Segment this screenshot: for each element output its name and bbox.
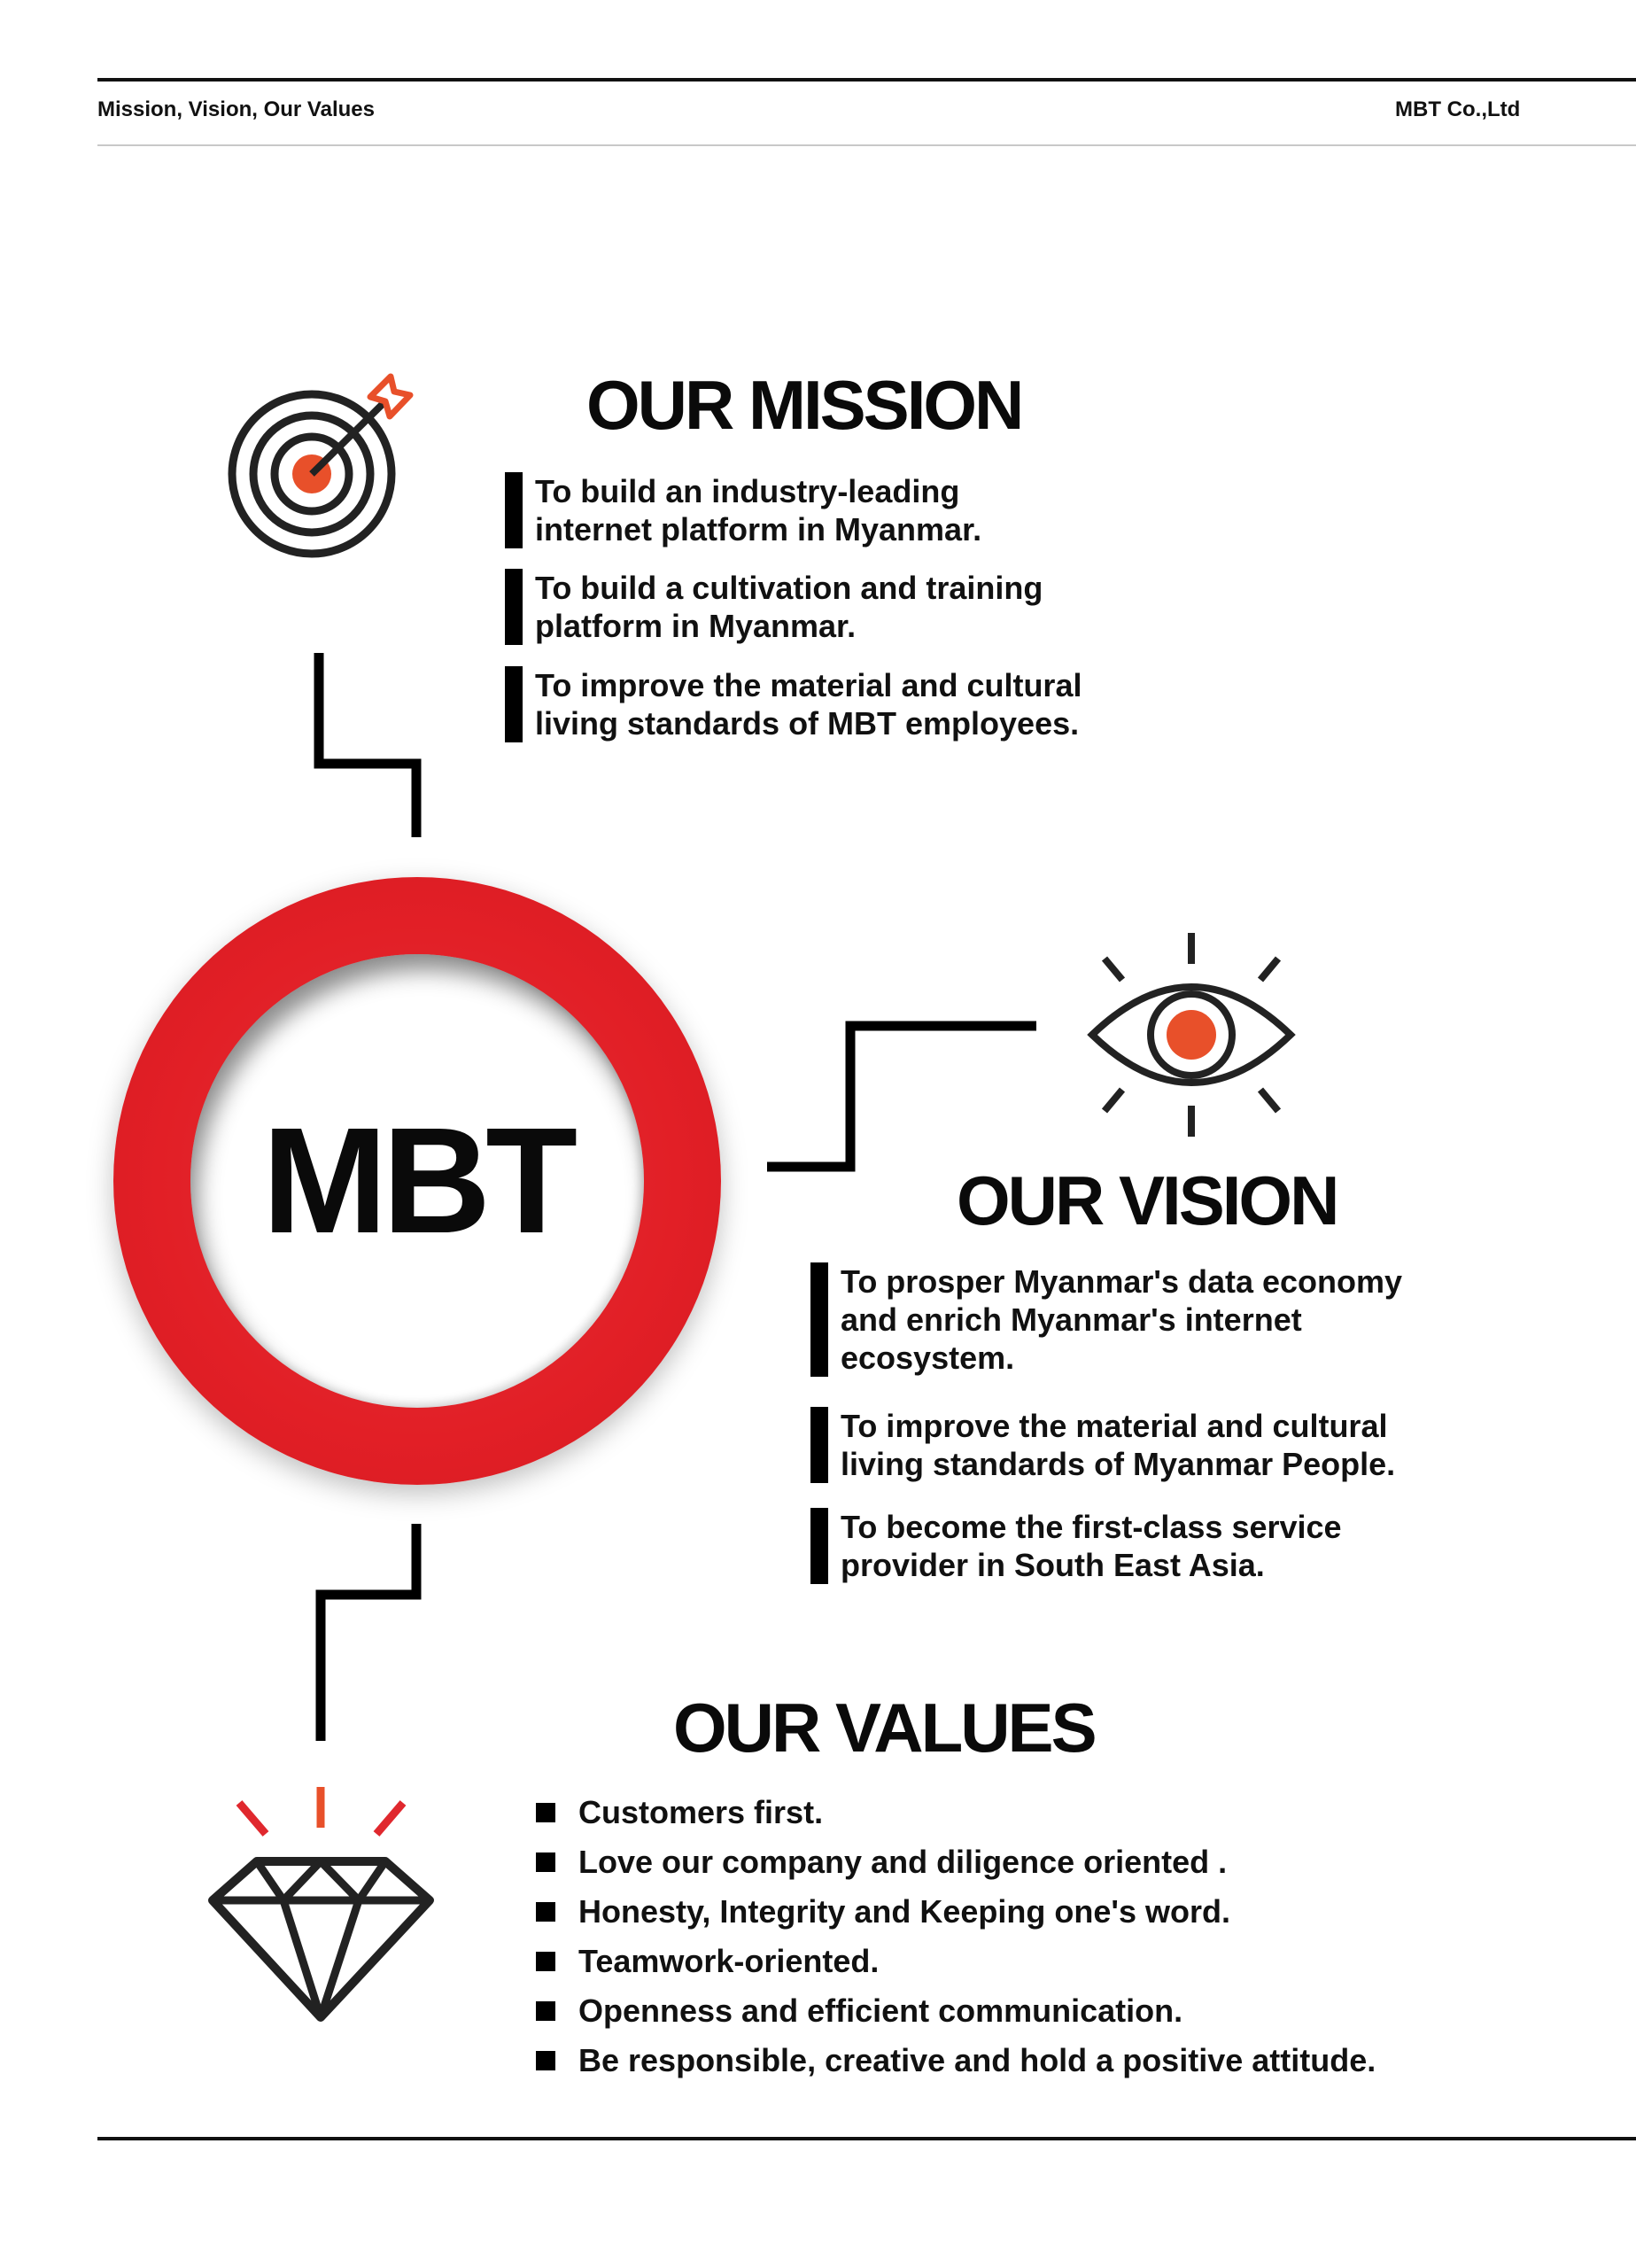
footer-rule (97, 2137, 1636, 2140)
vision-item-line: and enrich Myanmar's internet (841, 1301, 1302, 1338)
value-item-text: Be responsible, creative and hold a positive attitude. (578, 2042, 1376, 2078)
vision-connector (767, 1026, 1036, 1167)
square-bullet-icon (536, 1852, 555, 1872)
bullet-bar (505, 569, 523, 645)
vision-item-line: To prosper Myanmar's data economy (841, 1263, 1403, 1300)
mission-item (505, 666, 1082, 742)
square-bullet-icon (536, 1952, 555, 1971)
target-arrow-icon (226, 372, 421, 558)
value-item (536, 1986, 1376, 2036)
mission-item (505, 472, 981, 548)
mission-item (505, 569, 1043, 645)
square-bullet-icon (536, 1803, 555, 1822)
value-item-text: Openness and efficient communication. (578, 1992, 1183, 2029)
value-item-text: Customers first. (578, 1794, 824, 1830)
value-item (536, 2036, 1376, 2085)
vision-item-line: provider in South East Asia. (841, 1547, 1265, 1583)
value-item-text: Honesty, Integrity and Keeping one's word. (578, 1893, 1230, 1930)
mission-item-line: platform in Myanmar. (535, 608, 857, 644)
value-item-text: Teamwork-oriented. (578, 1943, 880, 1979)
value-item (536, 1837, 1376, 1887)
vision-item (810, 1508, 1342, 1584)
values-title: OUR VALUES (673, 1689, 1095, 1767)
header-section-title: Mission, Vision, Our Values (97, 97, 375, 121)
logo-text: MBT (261, 1097, 573, 1265)
vision-title: OUR VISION (957, 1161, 1337, 1239)
bullet-bar (810, 1262, 828, 1377)
vision-item (810, 1407, 1395, 1483)
bullet-bar (810, 1508, 828, 1584)
bullet-bar (505, 666, 523, 742)
vision-item-line: ecosystem. (841, 1340, 1015, 1376)
mission-connector (319, 653, 416, 837)
mission-item-line: To improve the material and cultural (535, 667, 1082, 703)
square-bullet-icon (536, 2051, 555, 2070)
mission-item-line: internet platform in Myanmar. (535, 511, 982, 548)
mission-item-line: To build a cultivation and training (535, 570, 1043, 606)
mission-item-line: living standards of MBT employees. (535, 705, 1080, 742)
vision-item-line: living standards of Myanmar People. (841, 1446, 1396, 1482)
vision-item-line: To improve the material and cultural (841, 1408, 1388, 1444)
square-bullet-icon (536, 1902, 555, 1922)
values-list (536, 1788, 1376, 2085)
vision-item-line: To become the first-class service (841, 1509, 1342, 1545)
header-company-name: MBT Co.,Ltd (1395, 97, 1521, 121)
value-item-text: Love our company and diligence oriented . (578, 1844, 1228, 1880)
eye-icon (1085, 930, 1298, 1143)
vision-item (810, 1262, 1402, 1377)
bullet-bar (505, 472, 523, 548)
value-item (536, 1788, 1376, 1837)
mission-item-line: To build an industry-leading (535, 473, 960, 509)
values-connector (321, 1524, 416, 1741)
value-item (536, 1937, 1376, 1986)
square-bullet-icon (536, 2001, 555, 2021)
bullet-bar (810, 1407, 828, 1483)
value-item (536, 1887, 1376, 1937)
diamond-icon (204, 1785, 438, 2024)
mission-title: OUR MISSION (586, 366, 1022, 444)
